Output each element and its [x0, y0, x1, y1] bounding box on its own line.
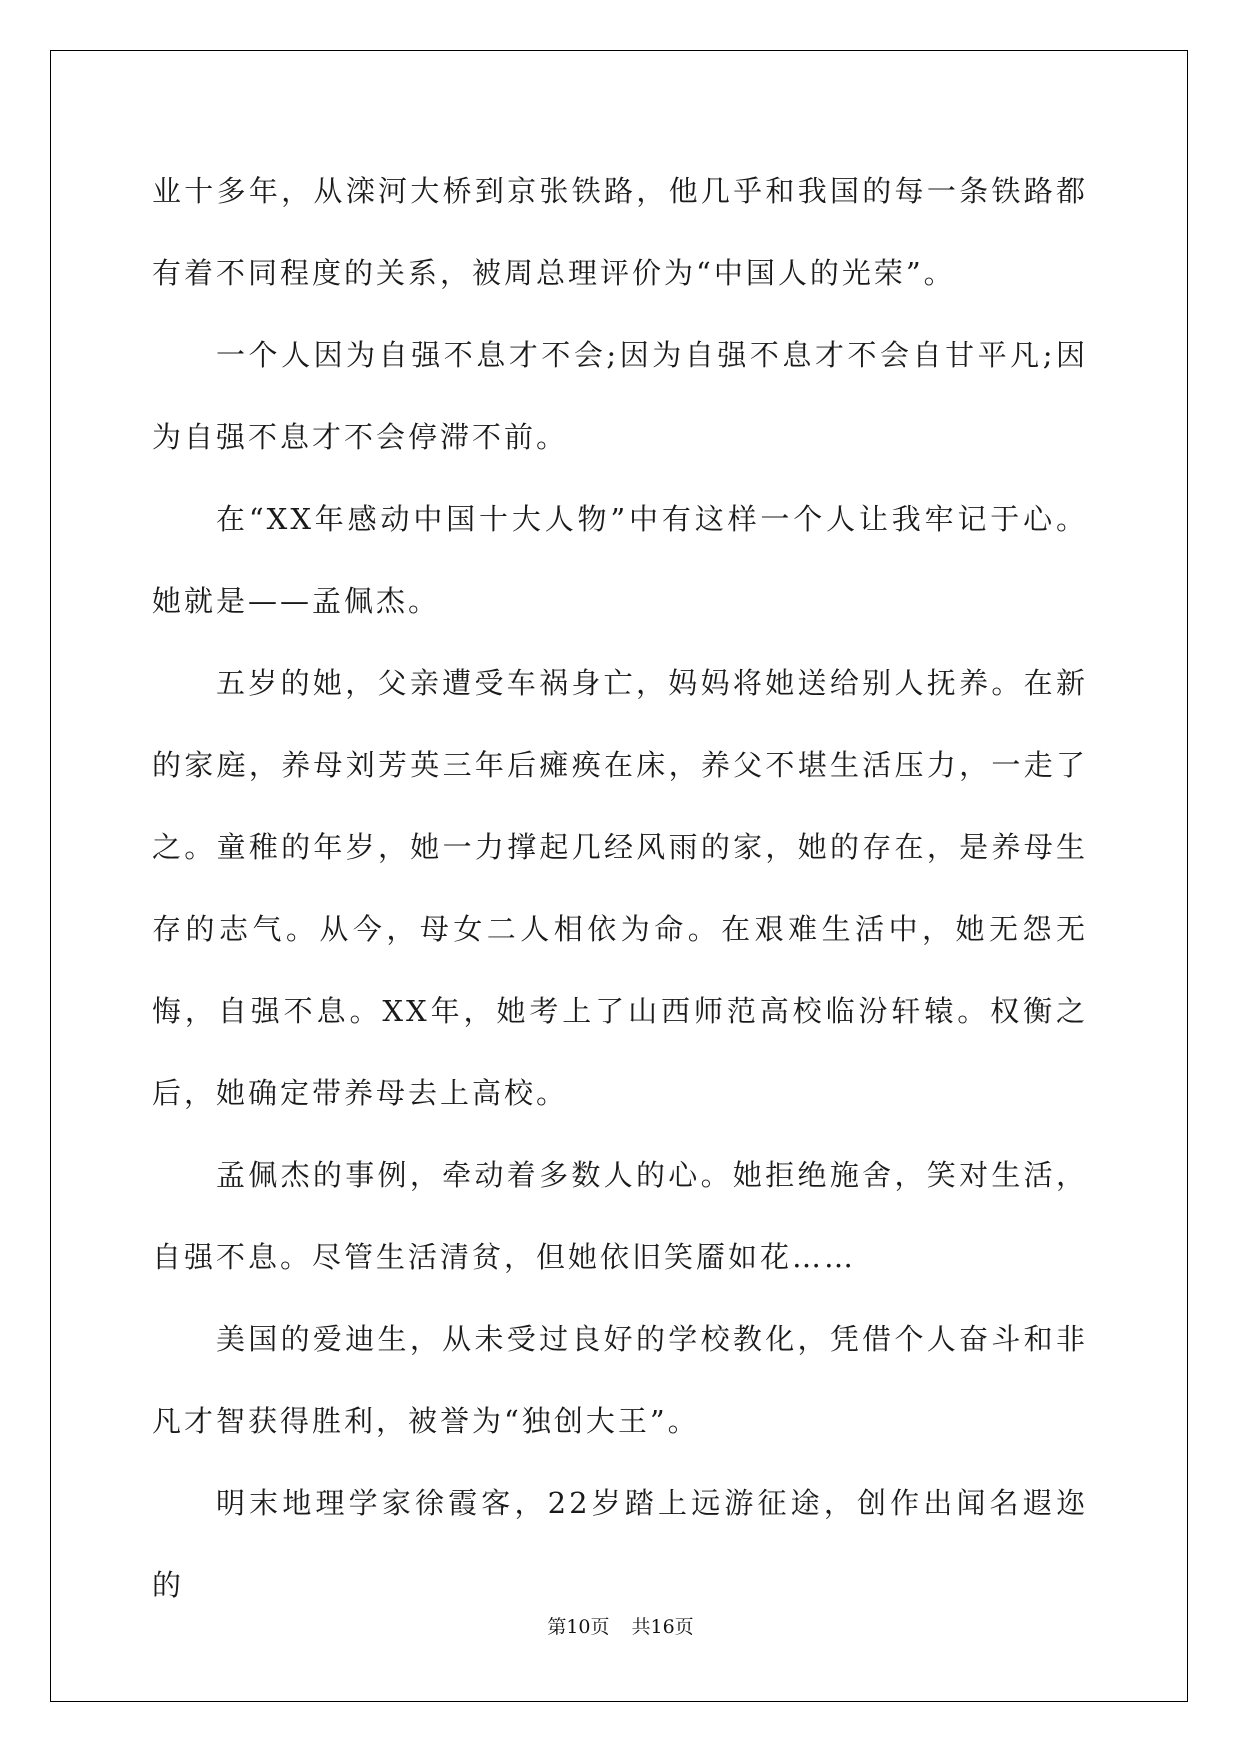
page-number: 第10页: [547, 1616, 610, 1638]
paragraph-5: 孟佩杰的事例，牵动着多数人的心。她拒绝施舍，笑对生活，自强不息。尽管生活清贫，但她依旧笑靥如花……: [152, 1158, 1088, 1274]
paragraph-4: 五岁的她，父亲遭受车祸身亡，妈妈将她送给别人抚养。在新的家庭，养母刘芳英三年后瘫痪在床，养父不堪生活压力，一走了之。童稚的年岁，她一力撑起几经风雨的家，她的存在，是养母生存的志气。从今，母女二人相依为命。在艰难生活中，她无怨无悔，自强不息。XX年，她考上了山西师范高校临汾轩辕。权衡之后，她确定带养母去上高校。: [152, 666, 1088, 1110]
paragraph-3: 在“XX年感动中国十大人物”中有这样一个人让我牢记于心。她就是——孟佩杰。: [152, 502, 1088, 618]
paragraph-2: 一个人因为自强不息才不会;因为自强不息才不会自甘平凡;因为自强不息才不会停滞不前。: [152, 338, 1088, 454]
page-footer: [0, 1612, 1241, 1639]
document-body: [152, 150, 1088, 1626]
page-total: 共16页: [631, 1616, 694, 1638]
paragraph-7: 明末地理学家徐霞客，22岁踏上远游征途，创作出闻名遐迩的: [152, 1486, 1088, 1602]
paragraph-1: 业十多年，从滦河大桥到京张铁路，他几乎和我国的每一条铁路都有着不同程度的关系，被周总理评价为“中国人的光荣”。: [152, 174, 1088, 290]
paragraph-6: 美国的爱迪生，从未受过良好的学校教化，凭借个人奋斗和非凡才智获得胜利，被誉为“独创大王”。: [152, 1322, 1088, 1438]
